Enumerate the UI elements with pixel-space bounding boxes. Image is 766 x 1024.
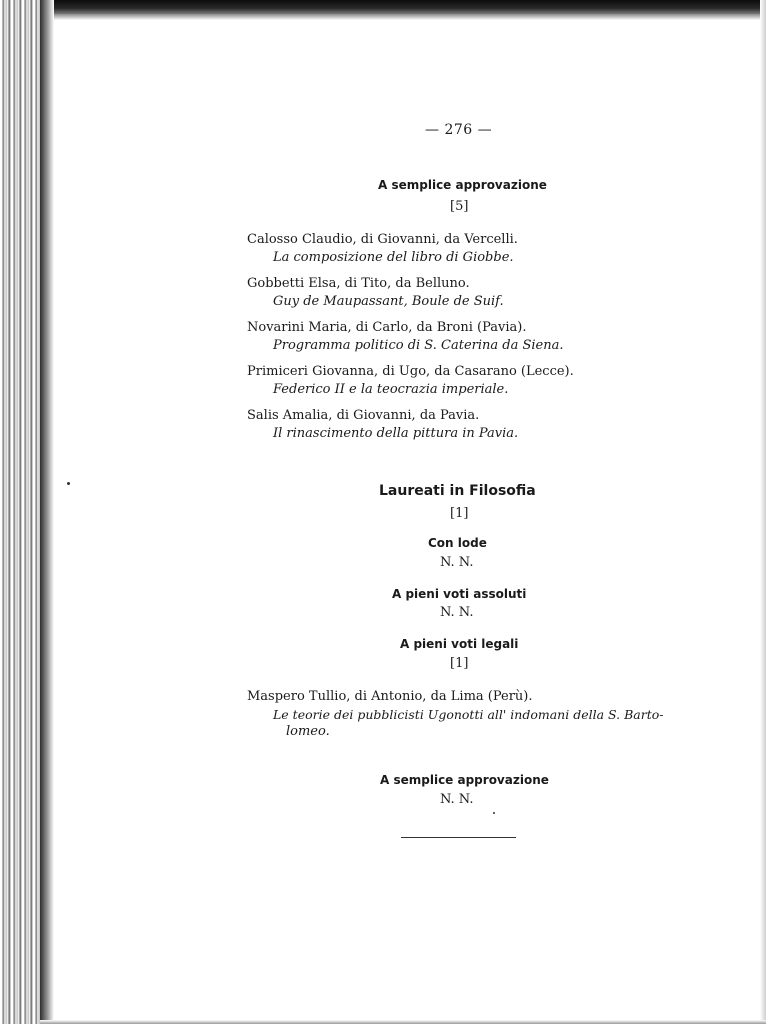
entry-thesis: Federico II e la teocrazia imperiale. (273, 382, 509, 397)
placeholder-nn: N. N. (440, 605, 474, 620)
entry-thesis: Guy de Maupassant, Boule de Suif. (273, 294, 504, 309)
entry-name: Salis Amalia, di Giovanni, da Pavia. (247, 408, 480, 423)
subheading-con-lode: Con lode (428, 536, 487, 550)
scan-top-edge (0, 0, 766, 14)
section-count: [5] (450, 199, 469, 214)
section-heading-semplice: A semplice approvazione (378, 178, 547, 192)
section-count: [1] (450, 656, 469, 671)
placeholder-nn: N. N. (440, 555, 474, 570)
entry-name: Calosso Claudio, di Giovanni, da Vercelli. (247, 232, 518, 247)
entry-thesis: La composizione del libro di Giobbe. (273, 250, 514, 265)
subheading-pieni-assoluti: A pieni voti assoluti (392, 587, 527, 601)
scan-bottom-edge (40, 1020, 766, 1024)
spine-shadow (40, 0, 54, 1024)
entry-name: Novarini Maria, di Carlo, da Broni (Pavia). (247, 320, 527, 335)
entry-thesis: Programma politico di S. Caterina da Siena. (273, 338, 564, 353)
scan-speck (493, 812, 495, 814)
entry-name: Maspero Tullio, di Antonio, da Lima (Perù). (247, 689, 533, 704)
section-count: [1] (450, 506, 469, 521)
closing-rule (401, 837, 516, 838)
entry-name: Primiceri Giovanna, di Ugo, da Casarano (Lecce). (247, 364, 574, 379)
subheading-pieni-legali: A pieni voti legali (400, 637, 519, 651)
scan-speck (67, 482, 70, 485)
entry-thesis-continued: lomeo. (286, 724, 330, 739)
scan-right-edge (760, 0, 766, 1024)
entry-name: Gobbetti Elsa, di Tito, da Belluno. (247, 276, 470, 291)
placeholder-nn: N. N. (440, 792, 474, 807)
page-number: — 276 — (425, 122, 493, 138)
scan-top-shadow (40, 14, 766, 20)
entry-thesis: Il rinascimento della pittura in Pavia. (273, 426, 519, 441)
section-title-filosofia: Laureati in Filosofia (379, 483, 536, 499)
entry-thesis: Le teorie dei pubblicisti Ugonotti all' indomani della S. Barto- (273, 707, 664, 722)
subheading-semplice: A semplice approvazione (380, 773, 549, 787)
